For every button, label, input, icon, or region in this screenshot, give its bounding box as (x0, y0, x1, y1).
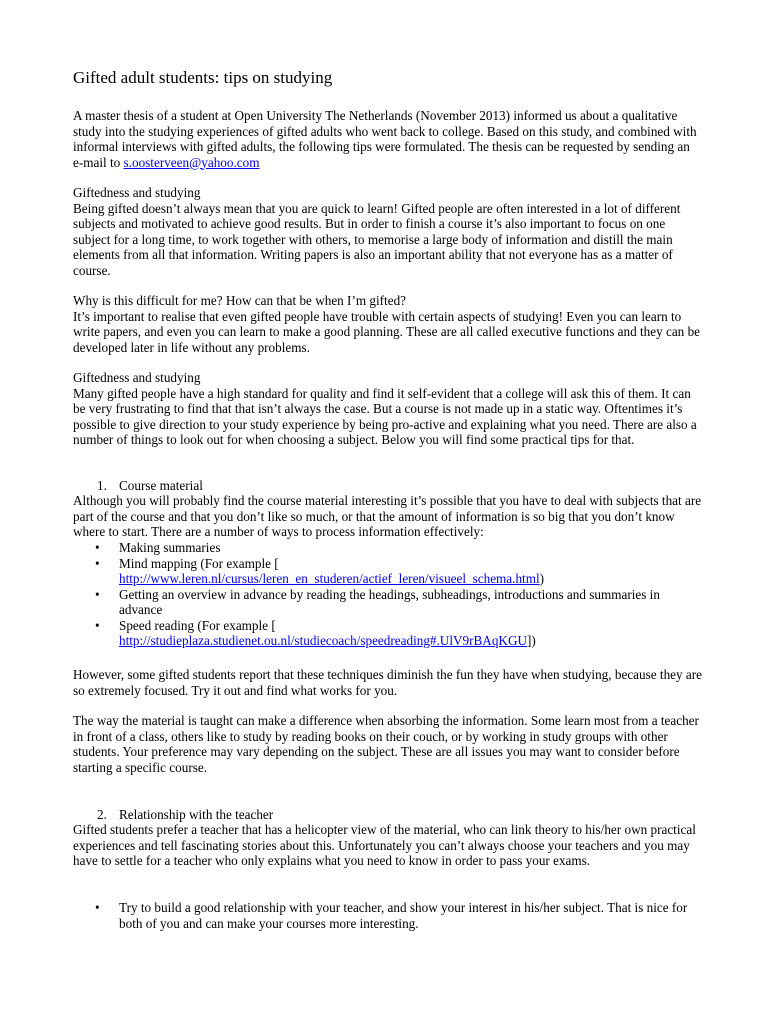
course-material-body: Although you will probably find the course material interesting it’s possible that you have to deal with subjects that are part of the course and that you don’t like so much, or that the amount of information is so big that you don’t know where to start. There are a number of ways to process information effectively: (73, 493, 702, 539)
techniques-note: However, some gifted students report that these techniques diminish the fun they have when studying, because they are so extremely focused. Try it out and find what works for you. (73, 667, 703, 698)
techniques-list (73, 540, 703, 649)
section-giftedness-1 (73, 185, 703, 278)
list-item: • Making summaries (95, 540, 221, 555)
numbered-item-course-material (73, 478, 749, 494)
item-heading: Course material (119, 478, 203, 493)
list-item: • Speed reading (For example [ http://studieplaza.studienet.ou.nl/studiecoach/speedreading#.UlV9rBAqKGU]) (95, 617, 536, 648)
numbered-item-teacher (73, 807, 749, 823)
bullet-icon: • (95, 586, 100, 602)
section-body: It’s important to realise that even gifted people have trouble with certain aspects of studying! Even you can learn to write papers, and even you can learn to make a good planning. These are all called executive functions and they can be developed later in life without any problems. (73, 308, 701, 355)
item-heading: Relationship with the teacher (119, 806, 274, 822)
item-number: 1. (97, 478, 107, 493)
teaching-style-paragraph: The way the material is taught can make a difference when absorbing the information. Some learn most from a teacher in front of a class, others like to study by reading books on their couch, or by working in study groups with other students. Your preference may vary depending on the subject. These are all issues you may want to consider before starting a specific course. (73, 713, 699, 775)
list-item: • Getting an overview in advance by reading the headings, subheadings, introductions and summaries in advance (95, 586, 660, 617)
intro-paragraph (73, 108, 703, 170)
intro-text: A master thesis of a student at Open University The Netherlands (November 2013) informed us about a qualitative study into the studying experiences of gifted adults who went back to college. Based on this study, and combined with informal interviews with gifted adults, the following tips were formulated. The thesis can be requested by sending an e-mail to (73, 108, 697, 170)
bullet-icon: • (95, 617, 100, 633)
section-why-difficult (73, 293, 703, 355)
section-body: Many gifted people have a high standard for quality and find it self-evident that a college will ask this of them. It can be very frustrating to find that that isn’t always the case. But a course is not made up in a static way. Oftentimes it’s possible to give direction to your study experience by being pro-active and explaining what you need. There are also a number of things to look out for when choosing a subject. Below you will find some practical tips for that. (73, 385, 697, 447)
section-body: Being gifted doesn’t always mean that you are quick to learn! Gifted people are often interested in a lot of different subjects and motivated to achieve good results. But in order to finish a course it’s also important to focus on one subject for a long time, to work together with others, to memorise a large body of information and distill the main elements from all that information. Writing papers is also an important ability that not everyone has as a matter of course. (73, 200, 681, 278)
teacher-paragraph: Gifted students prefer a teacher that has a helicopter view of the material, who can link theory to his/her own practical experiences and tell fascinating stories about this. Unfortunately you can’t always choose your teachers and you may have to settle for a teacher who only explains what you need to know in order to pass your exams. (73, 822, 696, 868)
section-heading: Giftedness and studying (73, 185, 201, 200)
section-heading: Why is this difficult for me? How can that be when I’m gifted? (73, 293, 407, 308)
list-item: • Try to build a good relationship with your teacher, and show your interest in his/her subject. That is nice for both of you and can make your courses more interesting. (95, 900, 688, 931)
bullet-icon: • (95, 900, 100, 915)
list-item: • Mind mapping (For example [ http://www.leren.nl/cursus/leren_en_studeren/actief_leren/visueel_schema.html) (95, 555, 545, 586)
teacher-tips-list (73, 900, 703, 931)
speedreading-link[interactable]: http://studieplaza.studienet.ou.nl/studiecoach/speedreading#.UlV9rBAqKGU (119, 633, 527, 648)
item-number: 2. (97, 806, 107, 822)
email-link[interactable]: s.oosterveen@yahoo.com (123, 154, 260, 170)
page-title: Gifted adult students: tips on studying (73, 68, 333, 87)
section-giftedness-2 (73, 370, 703, 448)
bullet-icon: • (95, 555, 100, 571)
bullet-icon: • (95, 540, 100, 555)
section-heading: Giftedness and studying (73, 370, 201, 385)
mindmap-link[interactable]: http://www.leren.nl/cursus/leren_en_studeren/actief_leren/visueel_schema.html (119, 571, 540, 586)
